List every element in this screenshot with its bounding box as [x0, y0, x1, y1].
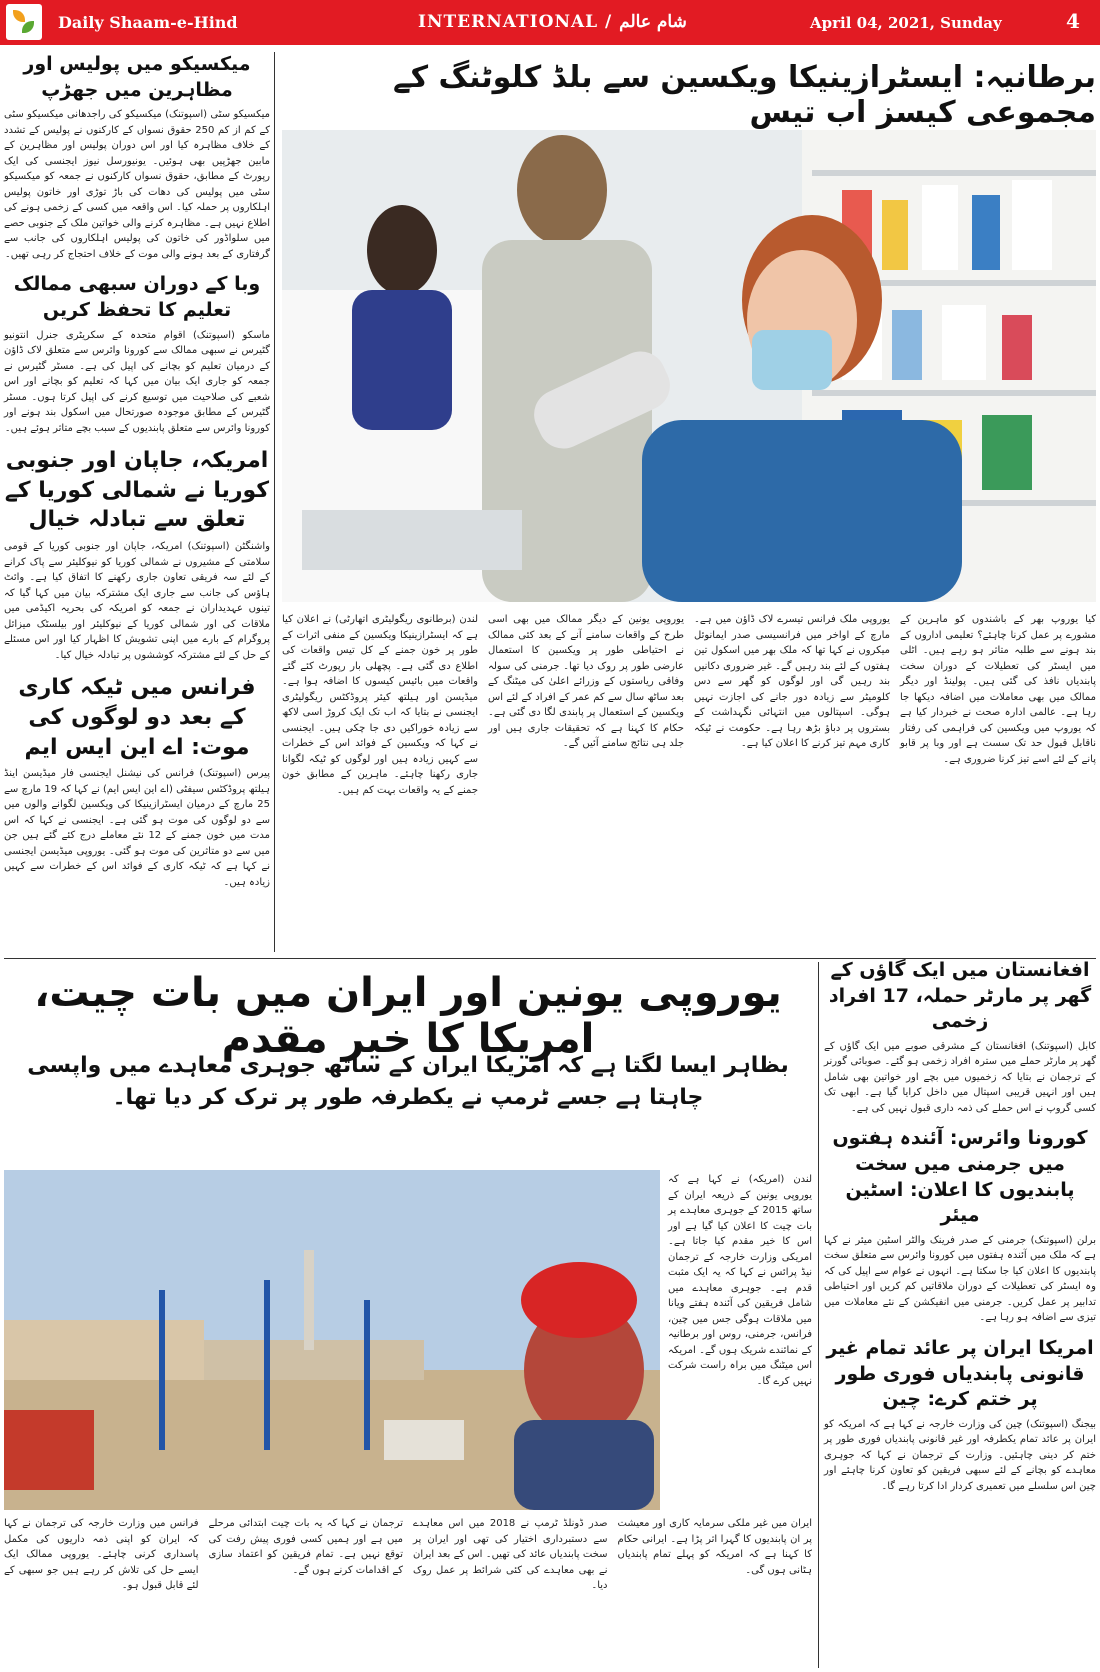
- news-body: برلن (اسپوتنک) جرمنی کے صدر فرینک والٹر اسٹین میئر نے کہا ہے کہ ملک میں آئندہ ہفتوں میں کورونا وائرس سے متعلق سخت پابندیوں کا اعلان کیا جا سکتا ہے۔ انہوں نے عوام سے اپیل کی کہ وہ ایسٹر کی تعطیلات کے دوران ملاقاتیں کم کریں اور احتیاطی تدابیر پر عمل کریں۔ جرمنی میں انفیکشن کے نئے معاملات میں تیزی سے اضافہ ہو رہا ہے۔: [824, 1234, 1096, 1324]
- news-item: [824, 1126, 1096, 1326]
- secondary-headline: یوروپی یونین اور ایران میں بات چیت، امریکا کا خیر مقدم: [34, 970, 782, 1062]
- news-body: واشنگٹن (اسپوتنک) امریکہ، جاپان اور جنوبی کوریا کے قومی سلامتی کے مشیروں نے شمالی کوریا کو نیوکلیئر سے پاک کرانے کے لئے سہ فریقی تعاون جاری رکھنے کا اتفاق کیا ہے۔ وائٹ ہاؤس کی جانب سے جاری ایک مشترکہ بیان میں کہا گیا کہ تینوں عہدیداران نے جمعہ کو امریکہ کی بحریہ اکیڈمی میں ملاقات کی اور شمالی کوریا کے نیوکلیئر اور بیلسٹک میزائل پروگرام کے بارے میں اپنی تشویش کا اظہار کیا اور اس مسئلے کے حل کے لئے مشترکہ کوششوں پر تبادلہ خیال کیا۔: [4, 541, 270, 661]
- news-headline: امریکا ایران پر عائد تمام غیر قانونی پابندیاں فوری طور پر ختم کرے: چین: [826, 1336, 1094, 1411]
- news-item: [824, 1336, 1096, 1494]
- lead-story-column: لندن (برطانوی ریگولیٹری اتھارٹی) نے اعلان کیا ہے کہ ایسٹرازینیکا ویکسین کے منفی اثرات کے طور پر خون جمنے کے کل تیس واقعات کی اطلاع دی گئی ہے۔ پچھلی بار رپورٹ کئے گئے واقعات میں بائیس کیسوں کا اضافہ ہوا ہے۔ میڈیسن اور ہیلتھ کیئر پروڈکٹس ریگولیٹری ایجنسی نے بتایا کہ اب تک ایک کروڑ اسی لاکھ سے زیادہ خوراکیں دی جا چکی ہیں۔ ایجنسی نے کہا کہ ویکسین کے فوائد اس کے خطرات سے کہیں زیادہ ہیں اور لوگوں کو ٹیکہ لگوانا جاری رکھنا چاہئے۔ ماہرین کے مطابق خون جمنے کے یہ واقعات بہت کم ہیں۔: [282, 614, 478, 796]
- secondary-story-column: ترجمان نے کہا کہ یہ بات چیت ابتدائی مرحلے میں ہے اور ہمیں کسی فوری پیش رفت کی توقع نہیں ہے۔ تمام فریقین کو اعتماد سازی کے اقدامات کرنے ہوں گے۔: [208, 1518, 403, 1576]
- news-headline: افغانستان میں ایک گاؤں کے گھر پر مارٹر حملہ، 17 افراد زخمی: [828, 959, 1092, 1033]
- secondary-story-column: ایران میں غیر ملکی سرمایہ کاری اور معیشت پر ان پابندیوں کا گہرا اثر پڑا ہے۔ ایرانی حکام کا کہنا ہے کہ امریکہ کو پہلے تمام پابندیاں ہٹانی ہوں گی۔: [617, 1518, 812, 1576]
- section-title: INTERNATIONAL / شام عالم: [418, 12, 687, 32]
- news-body: کابل (اسپوتنک) افغانستان کے مشرقی صوبے میں ایک گاؤں کے گھر پر مارٹر حملے میں سترہ افراد زخمی ہو گئے۔ صوبائی گورنر کے ترجمان نے بتایا کہ زخمیوں میں بچے اور خواتین بھی شامل ہیں اور انہیں قریبی اسپتال میں داخل کرایا گیا ہے۔ ابھی تک کسی گروپ نے اس حملے کی ذمہ داری قبول نہیں کی ہے۔: [824, 1040, 1096, 1114]
- news-item: [4, 446, 270, 663]
- news-headline: میکسیکو میں پولیس اور مظاہرین میں جھڑپ: [23, 53, 251, 101]
- news-item: [4, 272, 270, 436]
- secondary-side-body: لندن (امریکہ) نے کہا ہے کہ یوروپی یونین کے ذریعہ ایران کے ساتھ 2015 کے جوہری معاہدے پر بات چیت کا اعلان کیا گیا ہے اور اس کا خیر مقدم کیا جاتا ہے۔ امریکی وزارت خارجہ کے ترجمان نیڈ پرائس نے کہا کہ یہ ایک مثبت قدم ہے۔ جوہری معاہدے میں شامل فریقین کی آئندہ ہفتے ویانا میں ملاقات ہوگی جس میں چین، فرانس، جرمنی، روس اور برطانیہ کے نمائندے شریک ہوں گے۔ امریکہ اس میٹنگ میں براہ راست شرکت نہیں کرے گا۔: [668, 1174, 812, 1387]
- lead-story-column: یوروپی ملک فرانس تیسرے لاک ڈاؤن میں ہے۔ مارچ کے اواخر میں فرانسیسی صدر ایمانوئل میکروں نے کہا تھا کہ ملک بھر میں اسکول تین ہفتوں کے لئے بند رہیں گے۔ غیر ضروری دکانیں بند رہیں گی اور لوگوں کو گھر سے دس کلومیٹر سے زیادہ دور جانے کی اجازت نہیں ہوگی۔ اسپتالوں میں انتہائی نگہداشت کے بستروں پر دباؤ بڑھ رہا ہے۔ حکومت نے ٹیکہ کاری مہم تیز کرنے کا اعلان کیا ہے۔: [694, 614, 890, 749]
- column-divider: [274, 52, 275, 952]
- column-divider: [818, 962, 819, 1668]
- masthead: [0, 0, 1100, 45]
- news-headline: وبا کے دوران سبھی ممالک تعلیم کا تحفظ کریں: [13, 273, 261, 321]
- left-news-column: [4, 52, 270, 900]
- news-body: میکسیکو سٹی (اسپوتنک) میکسیکو کی راجدھانی میکسیکو سٹی کے کم از کم 250 حقوق نسواں کے کارکنوں نے پولیس کے تشدد کے خلاف مظاہرہ کیا اور اس دوران پولیس اور مظاہرین کے مابین جھڑپیں بھی ہوئیں۔ یونیورسل نیوز ایجنسی کی ایک رپورٹ کے مطابق، حقوق نسواں کارکنوں نے جمعہ کو میکسیکو سٹی میں پولیس کی دھات کی باڑ توڑی اور خاتون پولیس اہلکاروں پر حملہ کیا۔ اس واقعہ میں کسی کے زخمی ہونے کی اطلاع نہیں ہے۔ مظاہرہ کرنے والی خواتین ملک کے جنوبی حصے میں سلواڈور کی خاتون کی پولیس اہلکاروں کی جانب سے گرفتاری کے بعد ہونے والی موت کے خلاف احتجاج کر رہی تھیں۔: [4, 109, 270, 260]
- page-number: 4: [1066, 9, 1080, 33]
- vaccination-photo: [282, 130, 1096, 602]
- right-news-column: [824, 958, 1096, 1504]
- news-body: پیرس (اسپوتنک) فرانس کی نیشنل ایجنسی فار میڈیسن اینڈ ہیلتھ پروڈکٹس سیفٹی (اے این ایس ایم) نے کہا کہ 19 مارچ سے 25 مارچ کے درمیان ایسٹرازینیکا کی ویکسین لگوانے والوں میں سے دو لوگوں کی موت ہو گئی ہے۔ ایجنسی نے کہا کہ اس مدت میں خون جمنے کے 12 نئے معاملے درج کئے گئے ہیں جن میں سے دو متاثرین کی موت ہو گئی۔ یوروپی میڈیسن ایجنسی نے کہا ہے کہ ٹیکہ کاری کے فوائد اس کے خطرات سے کہیں زیادہ ہیں۔: [4, 768, 270, 888]
- news-headline: فرانس میں ٹیکہ کاری کے بعد دو لوگوں کی موت: اے این ایس ایم: [18, 675, 256, 760]
- lead-headline: برطانیہ: ایسٹرازینیکا ویکسین سے بلڈ کلوٹنگ کے مجموعی کیسز اب تیس: [392, 60, 1096, 130]
- news-body: ماسکو (اسپوتنک) اقوام متحدہ کے سکریٹری جنرل انتونیو گٹیرس نے سبھی ممالک سے کورونا وائرس سے متعلق لاک ڈاؤن کے درمیان تعلیم کو بچانے کی اپیل کی ہے۔ مسٹر گٹیرس نے جمعہ کو جاری ایک بیان میں کہا کہ تعلیم کو بچانے اور اس شعبے کی صلاحیت میں توسیع کرنے کی اپیل کرتا ہوں۔ مسٹر گٹیرس کے مطابق موجودہ صورتحال میں اسکول بند ہونے اور کورونا وائرس سے متعلق پابندیوں کے سبب بچے متاثر ہوئے ہیں۔: [4, 329, 270, 434]
- secondary-story-column: صدر ڈونلڈ ٹرمپ نے 2018 میں اس معاہدے سے دستبرداری اختیار کی تھی اور ایران پر سخت پابندیاں عائد کی تھیں۔ اس کے بعد ایران نے بھی معاہدے کی کئی شرائط پر عمل روک دیا۔: [413, 1518, 608, 1591]
- news-item: [4, 52, 270, 262]
- secondary-story-column: فرانس میں وزارت خارجہ کی ترجمان نے کہا کہ ایران کو اپنی ذمہ داریوں کی مکمل پاسداری کرنی چاہئے۔ یوروپی ممالک ایک ایسے حل کی تلاش کر رہے ہیں جو سبھی کے لئے قابل قبول ہو۔: [4, 1518, 199, 1591]
- news-item: [4, 673, 270, 890]
- newspaper-logo-icon: [6, 4, 42, 40]
- news-body: بیجنگ (اسپوتنک) چین کی وزارت خارجہ نے کہا ہے کہ امریکہ کو ایران پر عائد تمام یکطرفہ اور غیر قانونی پابندیاں فوری طور پر ختم کر دینی چاہئیں۔ وزارت کے ترجمان نے کہا کہ جوہری معاہدے کو بچانے کے لئے سبھی فریقین کو تعاون کرنا چاہئے اور چین اس سلسلے میں تعمیری کردار ادا کرتا رہے گا۔: [824, 1418, 1096, 1492]
- news-headline: کورونا وائرس: آئندہ ہفتوں میں جرمنی میں سخت پابندیوں کا اعلان: اسٹین میئر: [832, 1127, 1088, 1227]
- news-headline: امریکہ، جاپان اور جنوبی کوریا نے شمالی کوریا کے تعلق سے تبادلہ خیال: [4, 448, 270, 533]
- news-item: [824, 958, 1096, 1116]
- secondary-story-columns: [4, 1516, 812, 1594]
- construction-site-photo: [4, 1170, 660, 1510]
- lead-story-column: کیا یوروپ بھر کے باشندوں کو ماہرین کے مشورے پر عمل کرنا چاہئے؟ تعلیمی اداروں کے بند ہونے سے طلبہ متاثر ہو رہے ہیں۔ اٹلی میں ایسٹر کی تعطیلات کے دوران سخت پابندیاں نافذ کی گئی ہیں۔ پولینڈ اور دیگر ممالک میں بھی معاملات میں اضافہ دیکھا جا رہا ہے۔ عالمی ادارہ صحت نے خبردار کیا ہے کہ یوروپ میں ویکسین کی فراہمی کی رفتار ناقابل قبول حد تک سست ہے اور وبا پر قابو پانے کے لئے اسے تیز کرنا ضروری ہے۔: [900, 614, 1096, 765]
- lead-story-column: یوروپی یونین کے دیگر ممالک میں بھی اسی طرح کے واقعات سامنے آنے کے بعد کئی ممالک نے احتیاطی طور پر ویکسین کا استعمال عارضی طور پر روک دیا تھا۔ جرمنی کی سولہ وفاقی ریاستوں کے وزرائے اعلیٰ کی میٹنگ کے بعد ساٹھ سال سے کم عمر کے افراد کے لئے اس ویکسین کے استعمال پر پابندی لگا دی گئی ہے۔ حکام کا کہنا ہے کہ تحقیقات جاری ہیں اور جلد ہی نتائج سامنے آئیں گے۔: [488, 614, 684, 749]
- secondary-subheadline: بظاہر ایسا لگتا ہے کہ امریکا ایران کے ساتھ جوہری معاہدے میں واپسی چاہتا ہے جسے ٹرمپ نے یکطرفہ طور پر ترک کر دیا تھا۔: [27, 1053, 789, 1110]
- issue-date: April 04, 2021, Sunday: [810, 14, 1002, 32]
- lead-story-columns: [282, 612, 1096, 798]
- newspaper-title: Daily Shaam-e-Hind: [58, 13, 238, 32]
